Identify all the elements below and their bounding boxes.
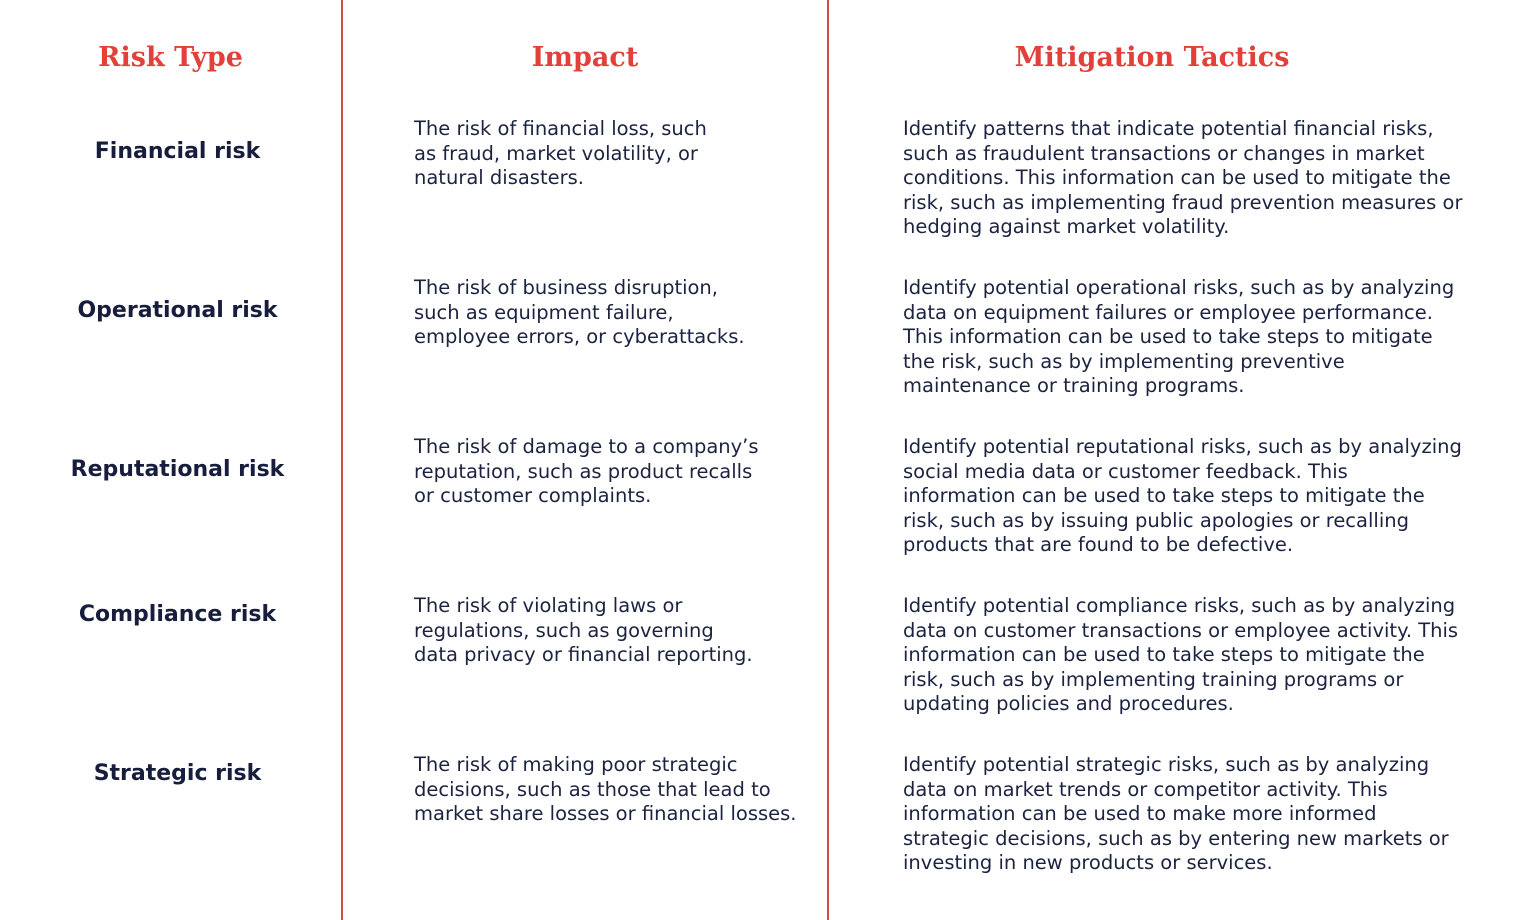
table-row-financial [0,117,1536,277]
mitigation-line: risk, such as by implementing training programs or [903,667,1404,691]
mitigation-line: data on customer transactions or employee activity. This [903,618,1459,642]
mitigation-line: investing in new products or services. [903,851,1273,874]
impact-line: decisions, such as those that lead to [414,777,771,801]
table-row-reputational [0,435,1536,595]
mitigation-line: such as fraudulent transactions or changes in market [903,141,1425,165]
impact-line: The risk of violating laws or [414,594,683,617]
header-mitigation-tactics: Mitigation Tactics [1014,42,1290,73]
mitigation-line: risk, such as implementing fraud prevention measures or [903,190,1463,214]
mitigation-line: social media data or customer feedback. This [903,459,1348,483]
impact-text [414,753,814,827]
mitigation-line: data on market trends or competitor activity. This [903,777,1388,801]
mitigation-line: products that are found to be defective. [903,533,1294,556]
mitigation-line: the risk, such as by implementing preventive [903,349,1345,373]
risk-name: Financial risk [94,139,261,164]
mitigation-line: risk, such as by issuing public apologies or recalling [903,508,1409,532]
impact-text [414,117,814,191]
impact-line: The risk of financial loss, such [414,117,707,140]
mitigation-text [903,435,1503,558]
table-row-compliance [0,594,1536,754]
risk-name: Reputational risk [70,457,285,482]
impact-line: regulations, such as governing [414,618,714,642]
mitigation-line: conditions. This information can be used to mitigate the [903,166,1451,189]
table-row-strategic [0,753,1536,913]
mitigation-line: data on equipment failures or employee performance. [903,300,1433,324]
risk-name: Compliance risk [78,602,277,627]
impact-line: The risk of making poor strategic [414,753,738,776]
impact-line: such as equipment failure, [414,300,674,324]
mitigation-line: strategic decisions, such as by entering new markets or [903,826,1449,850]
impact-line: market share losses or financial losses. [414,802,797,825]
header-risk-type: Risk Type [98,42,243,73]
mitigation-line: updating policies and procedures. [903,692,1234,715]
mitigation-line: information can be used to make more informed [903,802,1377,825]
mitigation-line: Identify patterns that indicate potential financial risks, [903,117,1434,140]
mitigation-text [903,753,1503,876]
impact-text [414,276,814,350]
mitigation-line: Identify potential operational risks, such as by analyzing [903,276,1455,299]
mitigation-line: Identify potential compliance risks, such as by analyzing [903,594,1456,617]
impact-line: The risk of business disruption, [414,276,718,299]
mitigation-text [903,594,1503,717]
risk-name: Strategic risk [93,761,262,786]
impact-text [414,594,814,668]
mitigation-line: hedging against market volatility. [903,215,1230,238]
impact-line: or customer complaints. [414,484,652,507]
impact-line: data privacy or financial reporting. [414,643,753,666]
mitigation-line: Identify potential strategic risks, such as by analyzing [903,753,1430,776]
mitigation-line: information can be used to take steps to mitigate the [903,643,1425,666]
mitigation-line: Identify potential reputational risks, such as by analyzing [903,435,1462,458]
impact-line: The risk of damage to a company’s [414,435,759,458]
header-impact: Impact [531,42,639,73]
mitigation-line: information can be used to take steps to mitigate the [903,484,1425,507]
impact-line: employee errors, or cyberattacks. [414,325,745,348]
mitigation-text [903,117,1503,240]
impact-text [414,435,814,509]
mitigation-text [903,276,1503,399]
impact-line: reputation, such as product recalls [414,459,753,483]
risk-name: Operational risk [77,298,278,323]
mitigation-line: maintenance or training programs. [903,374,1245,397]
impact-line: as fraud, market volatility, or [414,141,698,165]
table-row-operational [0,276,1536,436]
mitigation-line: This information can be used to take steps to mitigate [903,325,1433,348]
impact-line: natural disasters. [414,166,584,189]
